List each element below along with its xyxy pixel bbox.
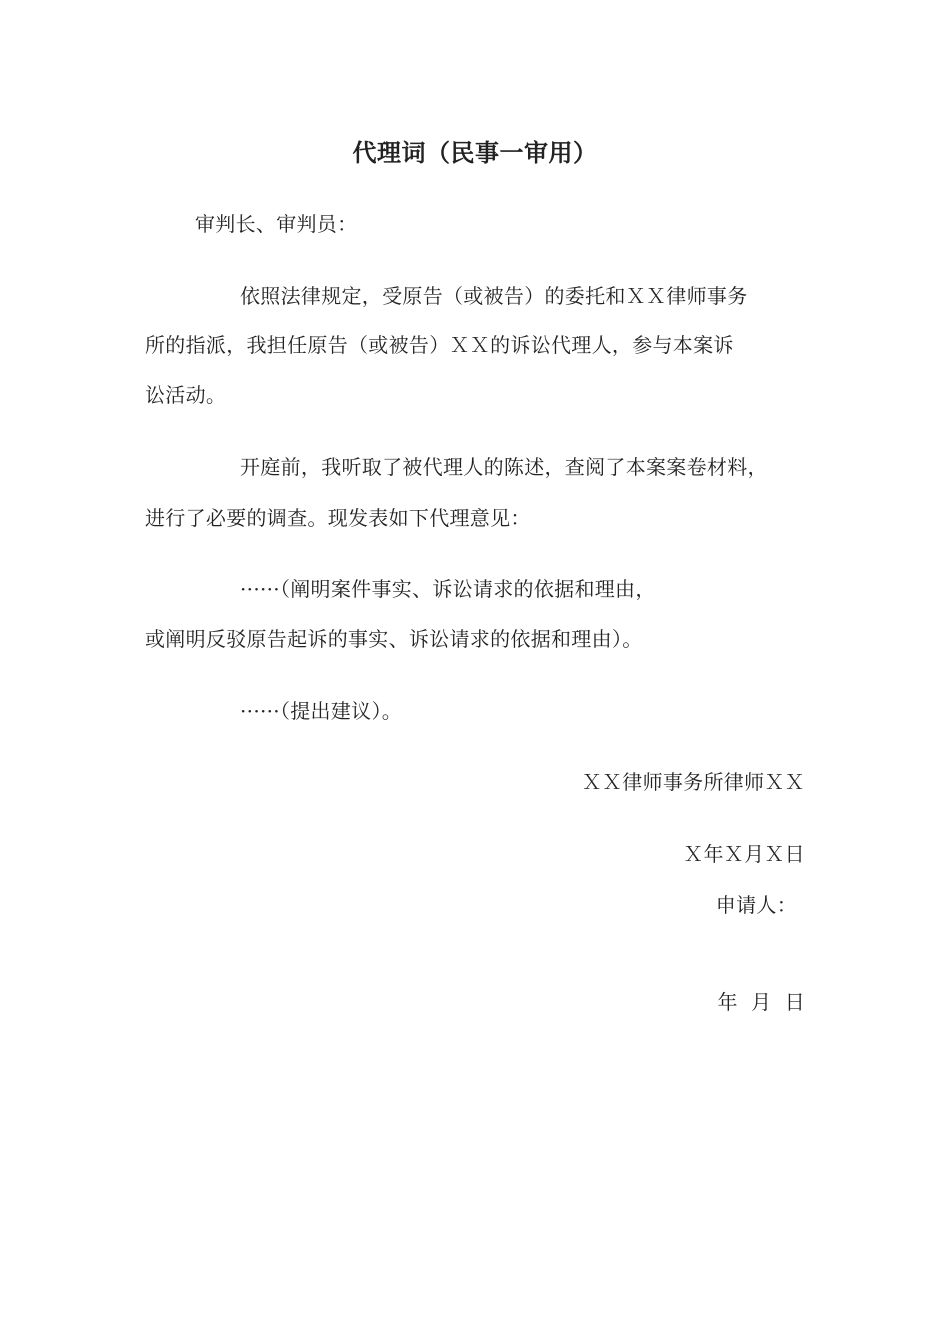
paragraph-line: 讼活动。 <box>145 383 227 407</box>
paragraph-line: 进行了必要的调查。现发表如下代理意见： <box>145 506 531 530</box>
paragraph-line: 所的指派，我担任原告（或被告）ＸＸ的诉讼代理人，参与本案诉 <box>145 333 734 357</box>
page-title: 代理词（民事一审用） <box>352 138 598 167</box>
paragraph-line: 开庭前，我听取了被代理人的陈述，查阅了本案案卷材料， <box>240 455 768 479</box>
paragraph-line: 依照法律规定，受原告（或被告）的委托和ＸＸ律师事务 <box>240 284 748 308</box>
paragraph-line: ······（提出建议）。 <box>240 699 403 723</box>
applicant-label: 申请人： <box>715 893 797 917</box>
paragraph-line: 或阐明反驳原告起诉的事实、诉讼请求的依据和理由）。 <box>145 627 643 651</box>
salutation: 审判长、审判员： <box>195 212 358 236</box>
blank-date-line: 年 月 日 <box>717 990 805 1014</box>
signature-line: ＸＸ律师事务所律师ＸＸ <box>581 770 805 794</box>
paragraph-line: ······（阐明案件事实、诉讼请求的依据和理由， <box>240 577 656 601</box>
date-line: Ｘ年Ｘ月Ｘ日 <box>683 842 805 866</box>
